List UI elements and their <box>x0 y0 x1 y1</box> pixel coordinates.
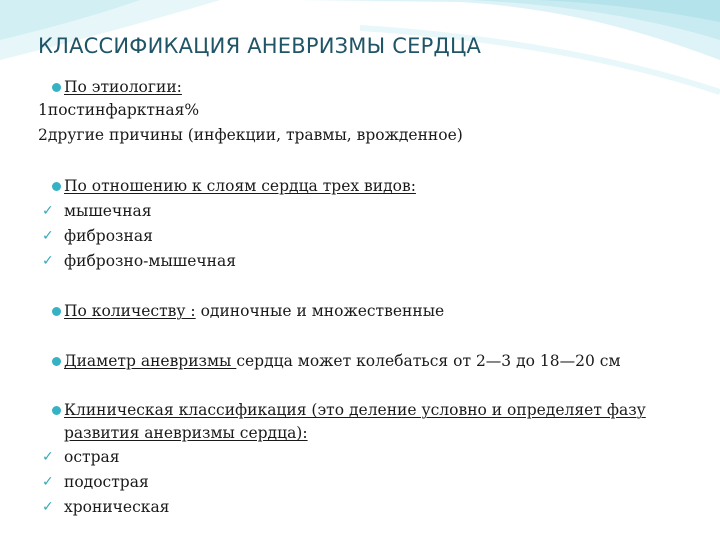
slide-title: КЛАССИФИКАЦИЯ АНЕВРИЗМЫ СЕРДЦА <box>38 34 482 58</box>
diameter-text: сердца может колебаться от 2—3 до 18—20 см <box>236 352 621 370</box>
bullet-icon <box>52 83 61 92</box>
layers-item-2: фиброзная <box>64 227 153 245</box>
bullet-icon <box>52 307 61 316</box>
layers-item-3: фиброзно-мышечная <box>64 252 236 270</box>
clinical-heading-line1: Клиническая классификация (это деление условно и определяет фазу <box>64 401 646 419</box>
quantity-heading: По количеству : <box>64 302 196 320</box>
clinical-item-1: острая <box>64 448 120 466</box>
checkmark-icon: ✓ <box>42 449 54 465</box>
checkmark-icon: ✓ <box>42 499 54 515</box>
checkmark-icon: ✓ <box>42 253 54 269</box>
checkmark-icon: ✓ <box>42 474 54 490</box>
etiology-item-2: 2другие причины (инфекции, травмы, врожденное) <box>38 126 463 144</box>
bullet-icon <box>52 357 61 366</box>
diameter-line <box>64 351 621 371</box>
quantity-text: одиночные и множественные <box>195 302 445 320</box>
checkmark-icon: ✓ <box>42 228 54 244</box>
clinical-item-2: подострая <box>64 473 149 491</box>
checkmark-icon: ✓ <box>42 203 54 219</box>
quantity-line <box>64 301 444 321</box>
bullet-icon <box>52 406 61 415</box>
etiology-item-1: 1постинфарктная% <box>38 101 200 119</box>
layers-heading: По отношению к слоям сердца трех видов: <box>64 177 416 195</box>
diameter-heading: Диаметр аневризмы <box>64 352 237 370</box>
bullet-icon <box>52 182 61 191</box>
etiology-heading: По этиологии: <box>64 78 182 96</box>
clinical-item-3: хроническая <box>64 498 170 516</box>
clinical-heading-line2: развития аневризмы сердца): <box>64 424 308 442</box>
layers-item-1: мышечная <box>64 202 152 220</box>
